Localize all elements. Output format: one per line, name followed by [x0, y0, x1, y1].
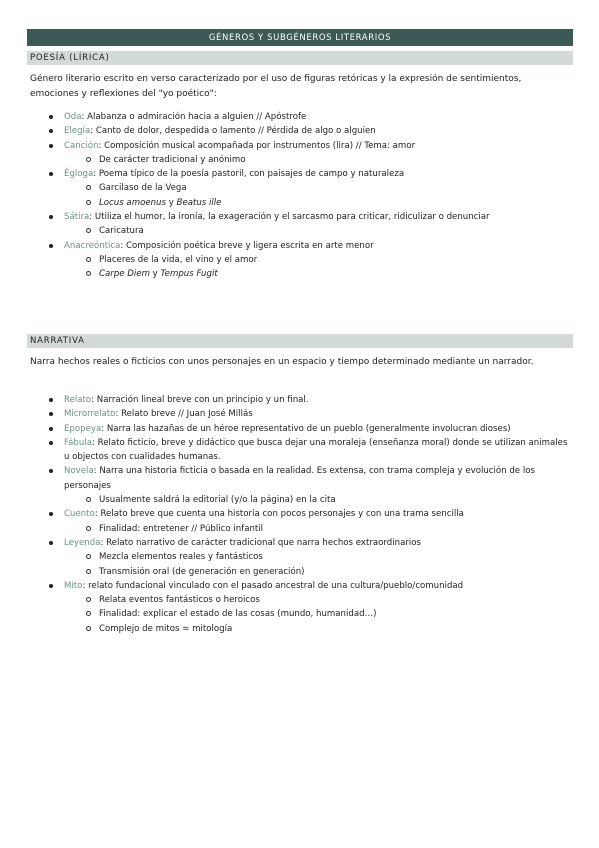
item-description: : Narración lineal breve con un principio y un final. [91, 395, 309, 405]
sub-item-text: y [165, 197, 177, 208]
item-description: : Relato breve que cuenta una historia con pocos personajes y con una trama sencilla [94, 509, 464, 520]
sub-list-item [0, 622, 599, 636]
item-description: : Utiliza el humor, la ironía, la exageración y el sarcasmo para criticar, ridiculizar o denunciar [89, 212, 490, 223]
term-label: Fábula [64, 437, 92, 448]
term-label: Cuento [64, 509, 95, 520]
list-item [0, 139, 599, 153]
sub-list-item [0, 153, 599, 167]
item-description: : Poema típico de la poesía pastoril, con paisajes de campo y naturaleza [93, 169, 405, 180]
list-item [0, 579, 599, 593]
list-item [0, 407, 599, 421]
sub-list-item [0, 565, 599, 579]
list-item [0, 239, 599, 253]
term-label: Microrrelato [64, 409, 116, 420]
list-item [0, 464, 599, 493]
item-description: : Canto de dolor, despedida o lamento // Pérdida de algo o alguien [90, 126, 376, 137]
sub-item-text: Garcilaso de la Vega [99, 183, 187, 194]
item-description: : Relato narrativo de carácter tradicional que narra hechos extraordinarios [100, 537, 421, 548]
item-description: : Relato breve // Juan José Millás [115, 409, 253, 420]
sub-item-text: Complejo de mitos = mitología [99, 623, 233, 634]
term-label: Anacreóntica [64, 240, 121, 251]
item-description: : Composición musical acompañada por instrumentos (lira) // Tema: amor [98, 140, 416, 151]
term-label: Elegía [64, 126, 91, 137]
sub-item-text: Beatus ille [176, 197, 222, 208]
sub-list-item [0, 593, 599, 607]
sub-item-text: Relata eventos fantásticos o heroicos [99, 595, 260, 606]
term-label: Leyenda [64, 537, 101, 548]
list-item [0, 393, 599, 407]
list-narrativa [0, 393, 599, 636]
item-description: : relato fundacional vinculado con el pasado ancestral de una cultura/pueblo/comunidad [82, 580, 464, 591]
list-poesia [0, 110, 599, 282]
document-title: GÉNEROS Y SUBGÉNEROS LITERARIOS [27, 29, 573, 46]
sub-item-text: Finalidad: entretener // Público infantil [99, 523, 264, 534]
term-label: Relato [64, 395, 92, 405]
list-item [0, 110, 599, 124]
item-description: : Composición poética breve y ligera escrita en arte menor [120, 240, 374, 251]
sub-item-text: Transmisión oral (de generación en generación) [99, 566, 305, 577]
sub-item-text: De carácter tradicional y anónimo [99, 154, 246, 165]
list-item [0, 124, 599, 138]
term-label: Novela [64, 466, 94, 477]
term-label: Mito [64, 580, 83, 591]
list-item [0, 436, 599, 465]
sub-list-item [0, 181, 599, 195]
sub-list-item [0, 253, 599, 267]
item-description: : Narra una historia ficticia o basada en la realidad. Es extensa, con trama compleja y evolución de los personajes [64, 466, 535, 491]
sub-list-item [0, 196, 599, 210]
sub-item-text: Usualmente saldrá la editorial (y/o la página) en la cita [99, 495, 336, 506]
term-label: Sátira [64, 212, 90, 223]
list-item [0, 210, 599, 224]
term-label: Canción [64, 140, 99, 151]
term-label: Égloga [64, 169, 94, 180]
item-description: : Alabanza o admiración hacia a alguien // Apóstrofe [81, 112, 307, 122]
section-intro-narrativa: Narra hechos reales o ficticios con unos personajes en un espacio y tiempo determinado mediante un narrador. [30, 357, 534, 367]
item-description: : Narra las hazañas de un héroe representativo de un pueblo (generalmente involucran dioses) [101, 423, 511, 434]
term-label: Epopeya [64, 423, 102, 434]
sub-list-item [0, 522, 599, 536]
list-item [0, 507, 599, 521]
sub-item-text: Carpe Diem [99, 269, 150, 280]
sub-list-item [0, 550, 599, 564]
sub-item-text: Locus amoenus [99, 197, 166, 208]
sub-item-text: y [149, 269, 161, 280]
list-item [0, 536, 599, 550]
sub-item-text: Finalidad: explicar el estado de las cosas (mundo, humanidad…) [99, 609, 377, 620]
section-header-narrativa: NARRATIVA [27, 334, 573, 348]
section-header-poesia: POESÍA (LÍRICA) [27, 51, 573, 65]
item-description: : Relato ficticio, breve y didáctico que busca dejar una moraleja (enseñanza moral) donde se utilizan animales u objectos con cualidades humanas. [64, 437, 568, 463]
sub-list-item [0, 267, 599, 281]
sub-item-text: Caricatura [99, 226, 144, 237]
sub-item-text: Tempus Fugit [160, 269, 218, 280]
list-item [0, 167, 599, 181]
sub-list-item [0, 607, 599, 621]
term-label: Oda [64, 112, 82, 122]
sub-item-text: Placeres de la vida, el vino y el amor [99, 254, 258, 265]
sub-item-text: Mezcla elementos reales y fantásticos [99, 552, 263, 563]
list-item [0, 422, 599, 436]
sub-list-item [0, 224, 599, 238]
section-intro-poesia: Género literario escrito en verso caracterizado por el uso de figuras retóricas y la expresión de sentimientos, emociones y reflexiones del "yo poético": [30, 74, 522, 99]
sub-list-item [0, 493, 599, 507]
